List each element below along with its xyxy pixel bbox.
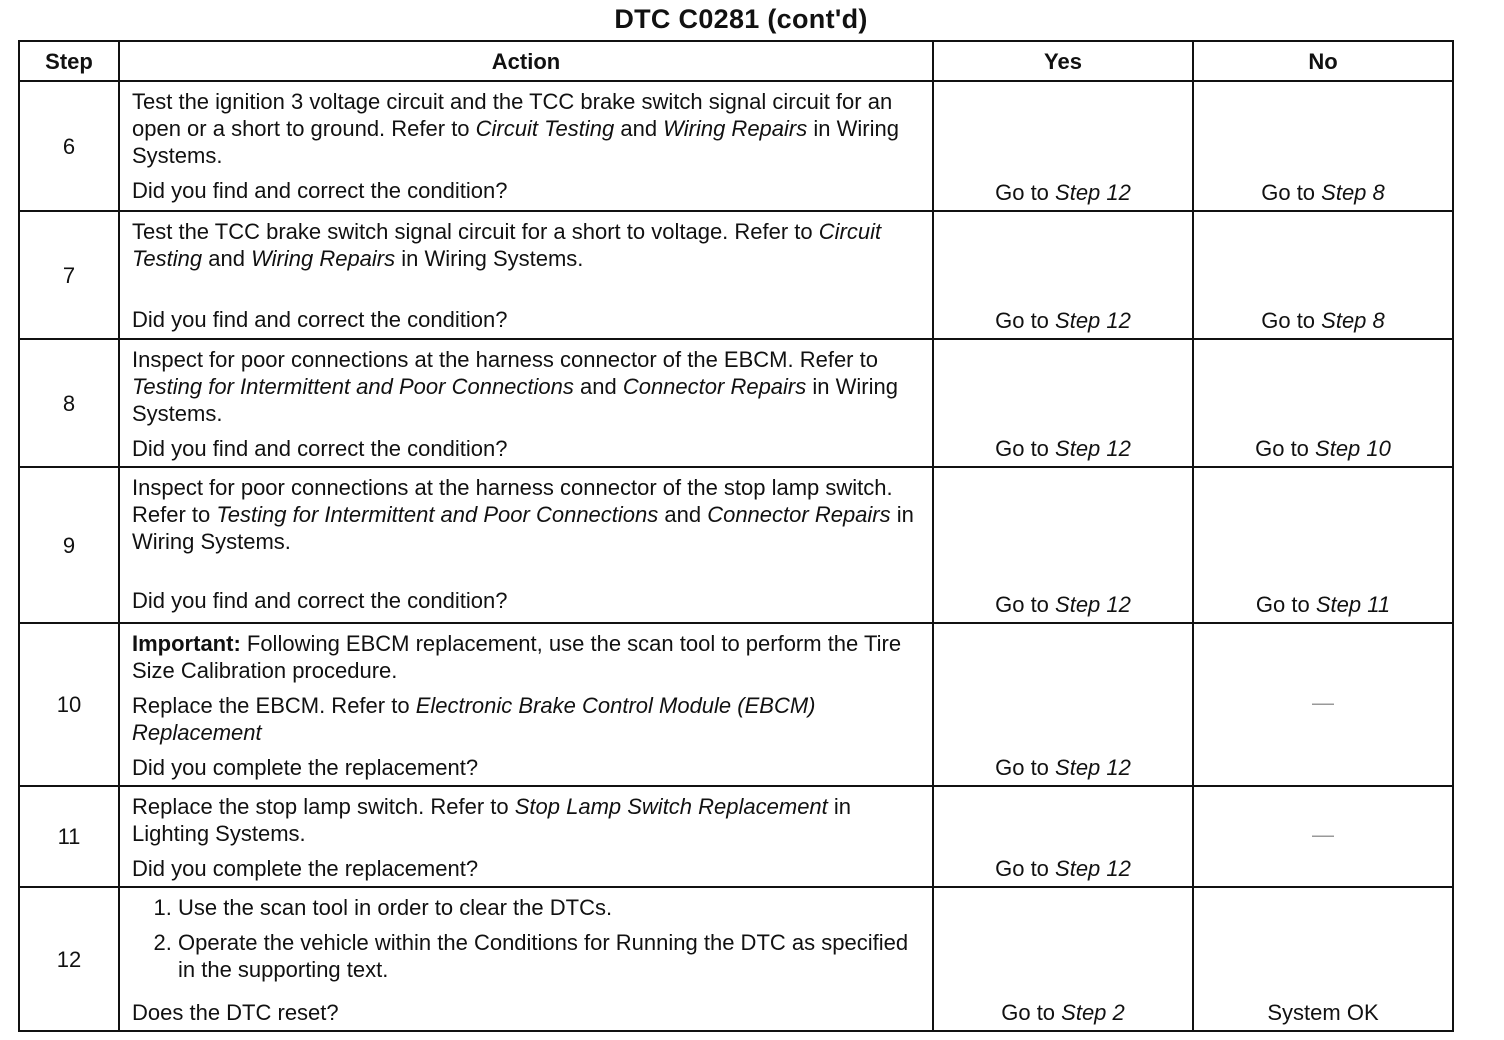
yes-result xyxy=(933,211,1193,339)
step-reference: Step 2 xyxy=(1061,1000,1125,1025)
step-reference: Step 10 xyxy=(1315,436,1391,461)
result-prefix: Go to xyxy=(995,436,1056,461)
text-run: and xyxy=(658,502,708,527)
action-question: Did you complete the replacement? xyxy=(132,856,479,881)
yes-result xyxy=(933,786,1193,887)
no-result-dash: — xyxy=(1312,822,1334,847)
action-cell xyxy=(119,467,933,623)
no-result-dash: — xyxy=(1312,690,1334,715)
text-run: Replace the EBCM. Refer to xyxy=(132,693,416,718)
action-cell xyxy=(119,786,933,887)
step-number: 10 xyxy=(19,623,119,786)
reference-title: Connector Repairs xyxy=(707,502,891,527)
step-reference: Step 12 xyxy=(1055,755,1131,780)
action-cell xyxy=(119,211,933,339)
table-row xyxy=(19,623,1453,786)
spacer xyxy=(132,169,920,177)
spacer xyxy=(132,272,920,306)
no-result xyxy=(1193,887,1453,1031)
action-question: Did you find and correct the condition? xyxy=(132,307,508,332)
result-prefix: Go to xyxy=(995,592,1056,617)
important-text: Following EBCM replacement, use the scan tool to perform the Tire Size Calibration procedure. xyxy=(132,631,902,683)
result-prefix: Go to xyxy=(995,180,1056,205)
action-step: 2. Operate the vehicle within the Conditions for Running the DTC as specified in the supporting text. xyxy=(178,929,920,983)
action-cell xyxy=(119,623,933,786)
action-text xyxy=(132,793,920,847)
yes-result xyxy=(933,81,1193,211)
important-note xyxy=(132,630,920,684)
table-row xyxy=(19,887,1453,1031)
action-question: Did you find and correct the condition? xyxy=(132,588,508,613)
reference-title: Electronic Brake Control Module (EBCM) Replacement xyxy=(132,693,816,745)
action-cell xyxy=(119,887,933,1031)
reference-title: Wiring Repairs xyxy=(251,246,396,271)
no-result xyxy=(1193,81,1453,211)
result-prefix: Go to xyxy=(995,856,1056,881)
reference-title: Testing for Intermittent and Poor Connections xyxy=(132,374,574,399)
text-run: Test the ignition 3 voltage circuit and the TCC brake switch signal circuit for an open or a short to ground. Refer to xyxy=(132,89,893,141)
table-body xyxy=(19,81,1453,1031)
action-text xyxy=(132,346,920,427)
step-reference: Step 12 xyxy=(1055,436,1131,461)
header-yes: Yes xyxy=(933,41,1193,81)
text-run: in Lighting Systems. xyxy=(132,794,852,846)
header-row xyxy=(19,41,1453,81)
reference-title: Circuit Testing xyxy=(132,219,882,271)
result-prefix: Go to xyxy=(1261,180,1322,205)
result-prefix: Go to xyxy=(1261,308,1322,333)
step-reference: Step 11 xyxy=(1315,592,1391,617)
reference-title: Testing for Intermittent and Poor Connections xyxy=(216,502,659,527)
result-text: System OK xyxy=(1267,1000,1379,1025)
step-number: 9 xyxy=(19,467,119,623)
header-no: No xyxy=(1193,41,1453,81)
reference-title: Wiring Repairs xyxy=(663,116,808,141)
action-step: 1. Use the scan tool in order to clear the DTCs. xyxy=(178,894,920,921)
important-label: Important: xyxy=(132,631,241,656)
no-result xyxy=(1193,467,1453,623)
text-run: in Wiring Systems. xyxy=(132,502,914,554)
action-text xyxy=(132,474,920,555)
no-result xyxy=(1193,339,1453,467)
text-run: in Wiring Systems. xyxy=(132,116,899,168)
action-steps-list xyxy=(132,894,920,983)
step-reference: Step 12 xyxy=(1055,308,1131,333)
no-result xyxy=(1193,623,1453,786)
no-result xyxy=(1193,786,1453,887)
action-question: Did you find and correct the condition? xyxy=(132,178,508,203)
no-result xyxy=(1193,211,1453,339)
text-run: Inspect for poor connections at the harness connector of the EBCM. Refer to xyxy=(132,347,878,372)
result-prefix: Go to xyxy=(1001,1000,1062,1025)
header-step: Step xyxy=(19,41,119,81)
yes-result xyxy=(933,887,1193,1031)
yes-result xyxy=(933,467,1193,623)
action-question: Did you find and correct the condition? xyxy=(132,436,508,461)
diagnostic-table xyxy=(18,40,1454,1032)
table-row xyxy=(19,81,1453,211)
text-run: in Wiring Systems. xyxy=(132,374,898,426)
result-prefix: Go to xyxy=(995,308,1056,333)
header-action: Action xyxy=(119,41,933,81)
yes-result xyxy=(933,339,1193,467)
action-cell xyxy=(119,81,933,211)
spacer xyxy=(132,427,920,435)
result-prefix: Go to xyxy=(995,755,1056,780)
text-run: in Wiring Systems. xyxy=(395,246,584,271)
table-row xyxy=(19,211,1453,339)
action-text xyxy=(132,88,920,169)
table-row xyxy=(19,786,1453,887)
step-number: 7 xyxy=(19,211,119,339)
reference-title: Stop Lamp Switch Replacement xyxy=(514,794,828,819)
reference-title: Connector Repairs xyxy=(622,374,807,399)
action-question: Does the DTC reset? xyxy=(132,1000,339,1025)
text-run: Test the TCC brake switch signal circuit for a short to voltage. Refer to xyxy=(132,219,819,244)
text-run: Replace the stop lamp switch. Refer to xyxy=(132,794,515,819)
step-number: 8 xyxy=(19,339,119,467)
action-text xyxy=(132,218,920,272)
step-reference: Step 12 xyxy=(1055,856,1131,881)
result-prefix: Go to xyxy=(1255,436,1316,461)
spacer xyxy=(132,746,920,754)
text-run: and xyxy=(573,374,623,399)
page-title: DTC C0281 (cont'd) xyxy=(614,4,868,34)
spacer xyxy=(132,555,920,587)
step-reference: Step 12 xyxy=(1055,180,1131,205)
text-run: and xyxy=(614,116,664,141)
table-row xyxy=(19,467,1453,623)
action-question: Did you complete the replacement? xyxy=(132,755,479,780)
text-run: and xyxy=(202,246,252,271)
step-reference: Step 8 xyxy=(1321,180,1385,205)
spacer xyxy=(132,847,920,855)
step-reference: Step 8 xyxy=(1321,308,1385,333)
yes-result xyxy=(933,623,1193,786)
step-number: 6 xyxy=(19,81,119,211)
table-row xyxy=(19,339,1453,467)
text-run: Inspect for poor connections at the harness connector of the stop lamp switch. Refer to xyxy=(132,475,893,527)
step-reference: Step 12 xyxy=(1055,592,1131,617)
action-cell xyxy=(119,339,933,467)
step-number: 12 xyxy=(19,887,119,1031)
action-text xyxy=(132,692,920,746)
reference-title: Circuit Testing xyxy=(475,116,615,141)
step-number: 11 xyxy=(19,786,119,887)
spacer xyxy=(132,991,920,999)
result-prefix: Go to xyxy=(1255,592,1316,617)
